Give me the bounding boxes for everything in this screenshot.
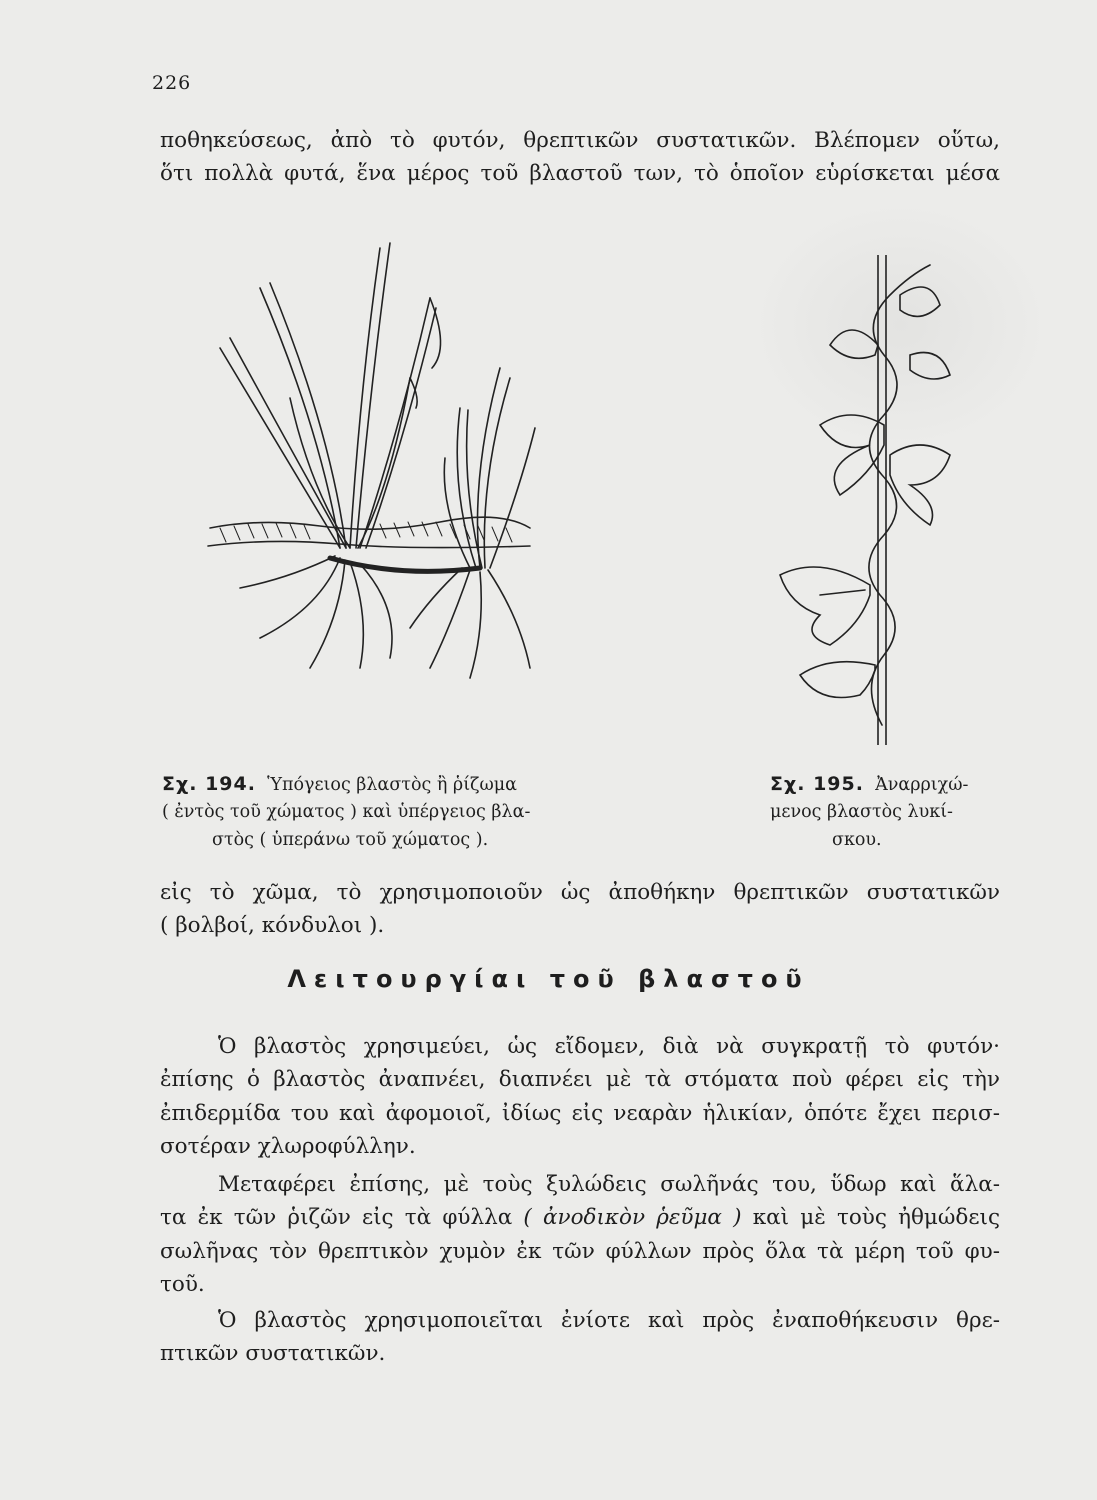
text-run: τα ἐκ τῶν ῥιζῶν εἰς τὰ φύλλα: [160, 1205, 513, 1231]
text-line: ἐπίσης ὁ βλαστὸς ἀναπνέει, διαπνέει μὲ τὰ στόματα ποὺ φέρει εἰς τὴν: [160, 1067, 1000, 1093]
text-line: πτικῶν συστατικῶν.: [160, 1341, 386, 1367]
text-line: ( βολβοί, κόνδυλοι ).: [160, 913, 385, 939]
caption-text: σκου.: [832, 829, 882, 850]
caption-text: Ὑπόγειος βλαστὸς ἢ ῥίζωμα: [267, 775, 517, 795]
caption-text: στὸς ( ὑπεράνω τοῦ χώματος ).: [212, 829, 489, 850]
text-line: ἐπιδερμίδα του καὶ ἀφομοιοῖ, ἰδίως εἰς νεαρὰν ἡλικίαν, ὁπότε ἔχει περισ-: [160, 1100, 1000, 1126]
rhizome-illustration: [200, 228, 540, 688]
body-paragraph-3: [160, 1304, 1000, 1371]
intro-paragraph: [160, 124, 1000, 191]
figure-195-caption: [770, 770, 1010, 854]
figure-195-label: Σχ. 195.: [770, 773, 864, 795]
caption-text: ( ἐντὸς τοῦ χώματος ) καὶ ὑπέργειος βλα-: [162, 802, 531, 823]
text-run: καὶ μὲ τοὺς ἠθμώδεις: [752, 1205, 1000, 1231]
text-line: Ὁ βλαστὸς χρησιμεύει, ὡς εἴδομεν, διὰ νὰ συγκρατῇ τὸ φυτόν·: [218, 1034, 1000, 1059]
caption-text: μενος βλαστὸς λυκί-: [770, 802, 953, 823]
body-paragraph-2: [160, 1168, 1000, 1301]
climbing-hop-illustration: [760, 255, 960, 745]
text-line: εἰς τὸ χῶμα, τὸ χρησιμοποιοῦν ὡς ἀποθήκην θρεπτικῶν συστατικῶν: [160, 880, 1000, 905]
text-line: σωλῆνας τὸν θρεπτικὸν χυμὸν ἐκ τῶν φύλλων πρὸς ὅλα τὰ μέρη τοῦ φυ-: [160, 1238, 1000, 1264]
section-heading: Λειτουργίαι τοῦ βλαστοῦ: [287, 965, 810, 993]
text-line: [160, 1201, 1000, 1234]
text-line: σοτέραν χλωροφύλλην.: [160, 1133, 416, 1159]
caption-text: Ἀναρριχώ-: [875, 775, 969, 795]
text-line: ποθηκεύσεως, ἀπὸ τὸ φυτόν, θρεπτικῶν συστατικῶν. Βλέπομεν οὕτω,: [160, 128, 1000, 153]
ascending-sap-term: ( ἀνοδικὸν ῥεῦμα ): [523, 1205, 742, 1231]
text-line: ὅτι πολλὰ φυτά, ἕνα μέρος τοῦ βλαστοῦ των, τὸ ὁποῖον εὑρίσκεται μέσα: [160, 161, 1000, 187]
continuation-paragraph: [160, 876, 1000, 943]
text-line: τοῦ.: [160, 1271, 205, 1297]
page-number: 226: [152, 72, 192, 94]
figure-194-caption: [162, 770, 582, 854]
body-paragraph-1: [160, 1030, 1000, 1163]
figure-194-label: Σχ. 194.: [162, 773, 256, 795]
text-line: Ὁ βλαστὸς χρησιμοποιεῖται ἐνίοτε καὶ πρὸς ἐναποθήκευσιν θρε-: [218, 1308, 1000, 1333]
text-line: Μεταφέρει ἐπίσης, μὲ τοὺς ξυλώδεις σωλῆνάς του, ὕδωρ καὶ ἅλα-: [218, 1172, 1000, 1197]
